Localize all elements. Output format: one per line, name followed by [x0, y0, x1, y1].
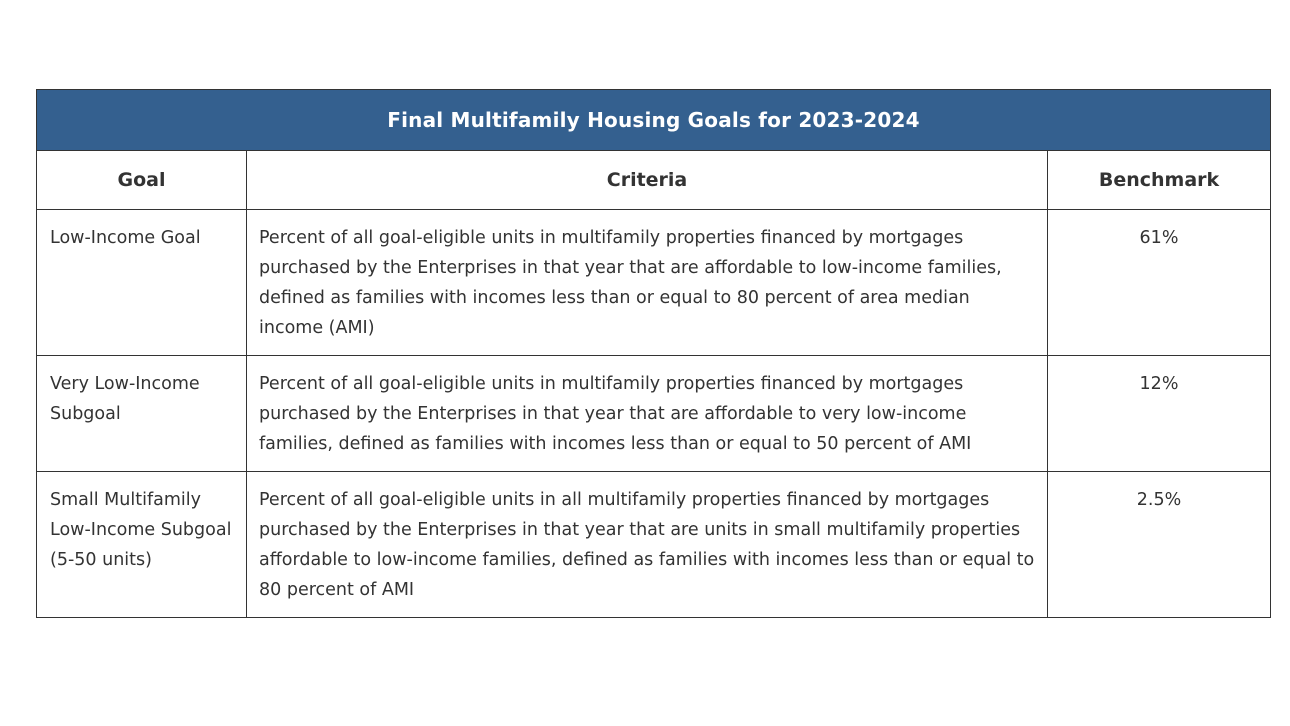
column-header-criteria: Criteria [247, 151, 1048, 210]
table-header-row [37, 151, 1271, 210]
benchmark-cell: 2.5% [1048, 472, 1271, 618]
goal-cell: Small Multifamily Low-Income Subgoal (5-50 units) [37, 472, 247, 618]
goal-cell: Low-Income Goal [37, 210, 247, 356]
table-row [37, 356, 1271, 472]
table-title-row [37, 90, 1271, 151]
table-row [37, 210, 1271, 356]
benchmark-cell: 61% [1048, 210, 1271, 356]
benchmark-cell: 12% [1048, 356, 1271, 472]
criteria-cell: Percent of all goal-eligible units in multifamily properties financed by mortgages purchased by the Enterprises in that year that are affordable to very low-income families, defined as families with incomes less than or equal to 50 percent of AMI [247, 356, 1048, 472]
table-row [37, 472, 1271, 618]
criteria-cell: Percent of all goal-eligible units in all multifamily properties financed by mortgages purchased by the Enterprises in that year that are units in small multifamily properties affordable to low-income families, defined as families with incomes less than or equal to 80 percent of AMI [247, 472, 1048, 618]
column-header-benchmark: Benchmark [1048, 151, 1271, 210]
table-title: Final Multifamily Housing Goals for 2023-2024 [37, 90, 1271, 151]
housing-goals-table [36, 89, 1271, 618]
column-header-goal: Goal [37, 151, 247, 210]
criteria-cell: Percent of all goal-eligible units in multifamily properties financed by mortgages purchased by the Enterprises in that year that are affordable to low-income families, defined as families with incomes less than or equal to 80 percent of area median income (AMI) [247, 210, 1048, 356]
goal-cell: Very Low-Income Subgoal [37, 356, 247, 472]
